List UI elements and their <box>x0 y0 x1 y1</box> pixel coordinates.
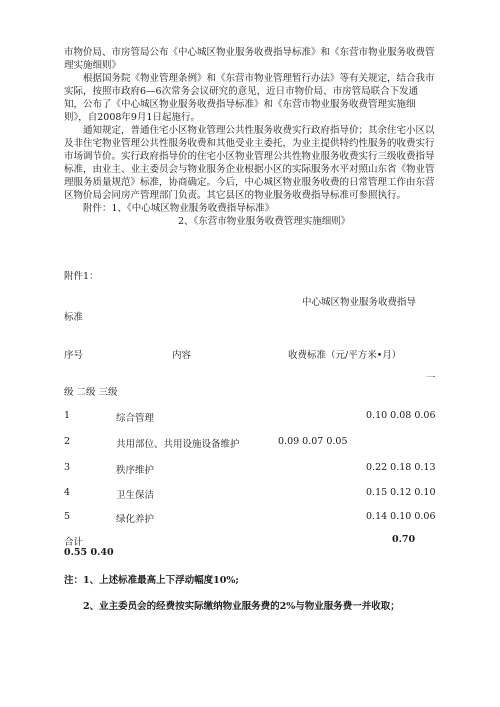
row-2-content: 共用部位、共用设施设备维护 <box>116 439 240 450</box>
grade-one-char: 一 <box>426 373 436 384</box>
notice-paragraph: 通知规定，普通住宅小区物业管理公共性服务收费实行政府指导价；其余住宅小区以及非住宅物业管理公共性服务收费和其他受业主委托，为业主提供特约性服务的收费实行市场调节价。实行政府指导价的住宅小区物业管理公共性物业服务收费实行三级收费指导标准，由业主、业主委员会与物业服务企业根据小区的实际服务水平对照山东省《物业管理服务质量规范》标准，协商确定。今后，中心城区物业服务收费的日常管理工作由东营区物价局会同房产管理部门负责。其它县区的物业服务收费指导标准可参照执行。 <box>64 125 435 201</box>
attachment-line-1 <box>64 202 436 215</box>
appendix-title-part1: 中心城区物业服务收费指导 <box>302 297 417 308</box>
note-1: 注：1、上述标准最高上下浮动幅度10%; <box>64 575 239 586</box>
body-text <box>64 46 436 228</box>
row-1-content: 综合管理 <box>116 413 155 424</box>
attachment-item-2: 2、《东营市物业服务收费管理实施细则》 <box>178 216 351 227</box>
header-standard: 收费标准（元/平方米•月） <box>288 350 402 361</box>
row-1-values: 0.10 0.08 0.06 <box>366 410 436 421</box>
row-4-content: 卫生保洁 <box>116 490 155 501</box>
attachment-line-2 <box>64 215 436 228</box>
total-value-rest: 0.55 0.40 <box>64 547 114 558</box>
attachment-item-1: 1、《中心城区物业服务收费指导标准》 <box>111 203 275 214</box>
grades-line: 级 二级 三级 <box>64 387 118 398</box>
row-5-content: 绿化养护 <box>116 514 155 525</box>
appendix-title-part2: 标准 <box>64 312 84 323</box>
appendix-label: 附件1： <box>64 271 99 282</box>
header-content: 内容 <box>172 350 192 361</box>
attachment-label: 附件： <box>83 203 112 214</box>
row-5-values: 0.14 0.10 0.06 <box>366 511 436 522</box>
row-4-no: 4 <box>64 487 71 498</box>
row-3-values: 0.22 0.18 0.13 <box>366 462 436 473</box>
intro-paragraph: 市物价局、市房管局公布《中心城区物业服务收费指导标准》和《东营市物业服务收费管理实施细则》 <box>64 47 435 71</box>
total-label: 合计 <box>64 537 84 548</box>
basis-paragraph: 根据国务院《物业管理条例》和《东营市物业管理暂行办法》等有关规定，结合我市实际，按照市政府6—6次常务会议研究的意见，近日市物价局、市房管局联合下发通知，公布了《中心城区物业服务收费指导标准》和《东营市物业服务收费管理实施细则》，自2008年9月1日起施行。 <box>64 73 435 123</box>
row-4-values: 0.15 0.12 0.10 <box>366 487 436 498</box>
total-value-first: 0.70 <box>392 534 416 545</box>
row-1-no: 1 <box>64 410 71 421</box>
row-2-values: 0.09 0.07 0.05 <box>278 436 348 447</box>
row-3-content: 秩序维护 <box>116 465 155 476</box>
row-2-no: 2 <box>64 436 71 447</box>
note-2: 2、业主委员会的经费按实际缴纳物业服务费的2%与物业服务费一并收取； <box>83 601 400 612</box>
row-3-no: 3 <box>64 462 71 473</box>
row-5-no: 5 <box>64 511 71 522</box>
header-no: 序号 <box>64 350 84 361</box>
